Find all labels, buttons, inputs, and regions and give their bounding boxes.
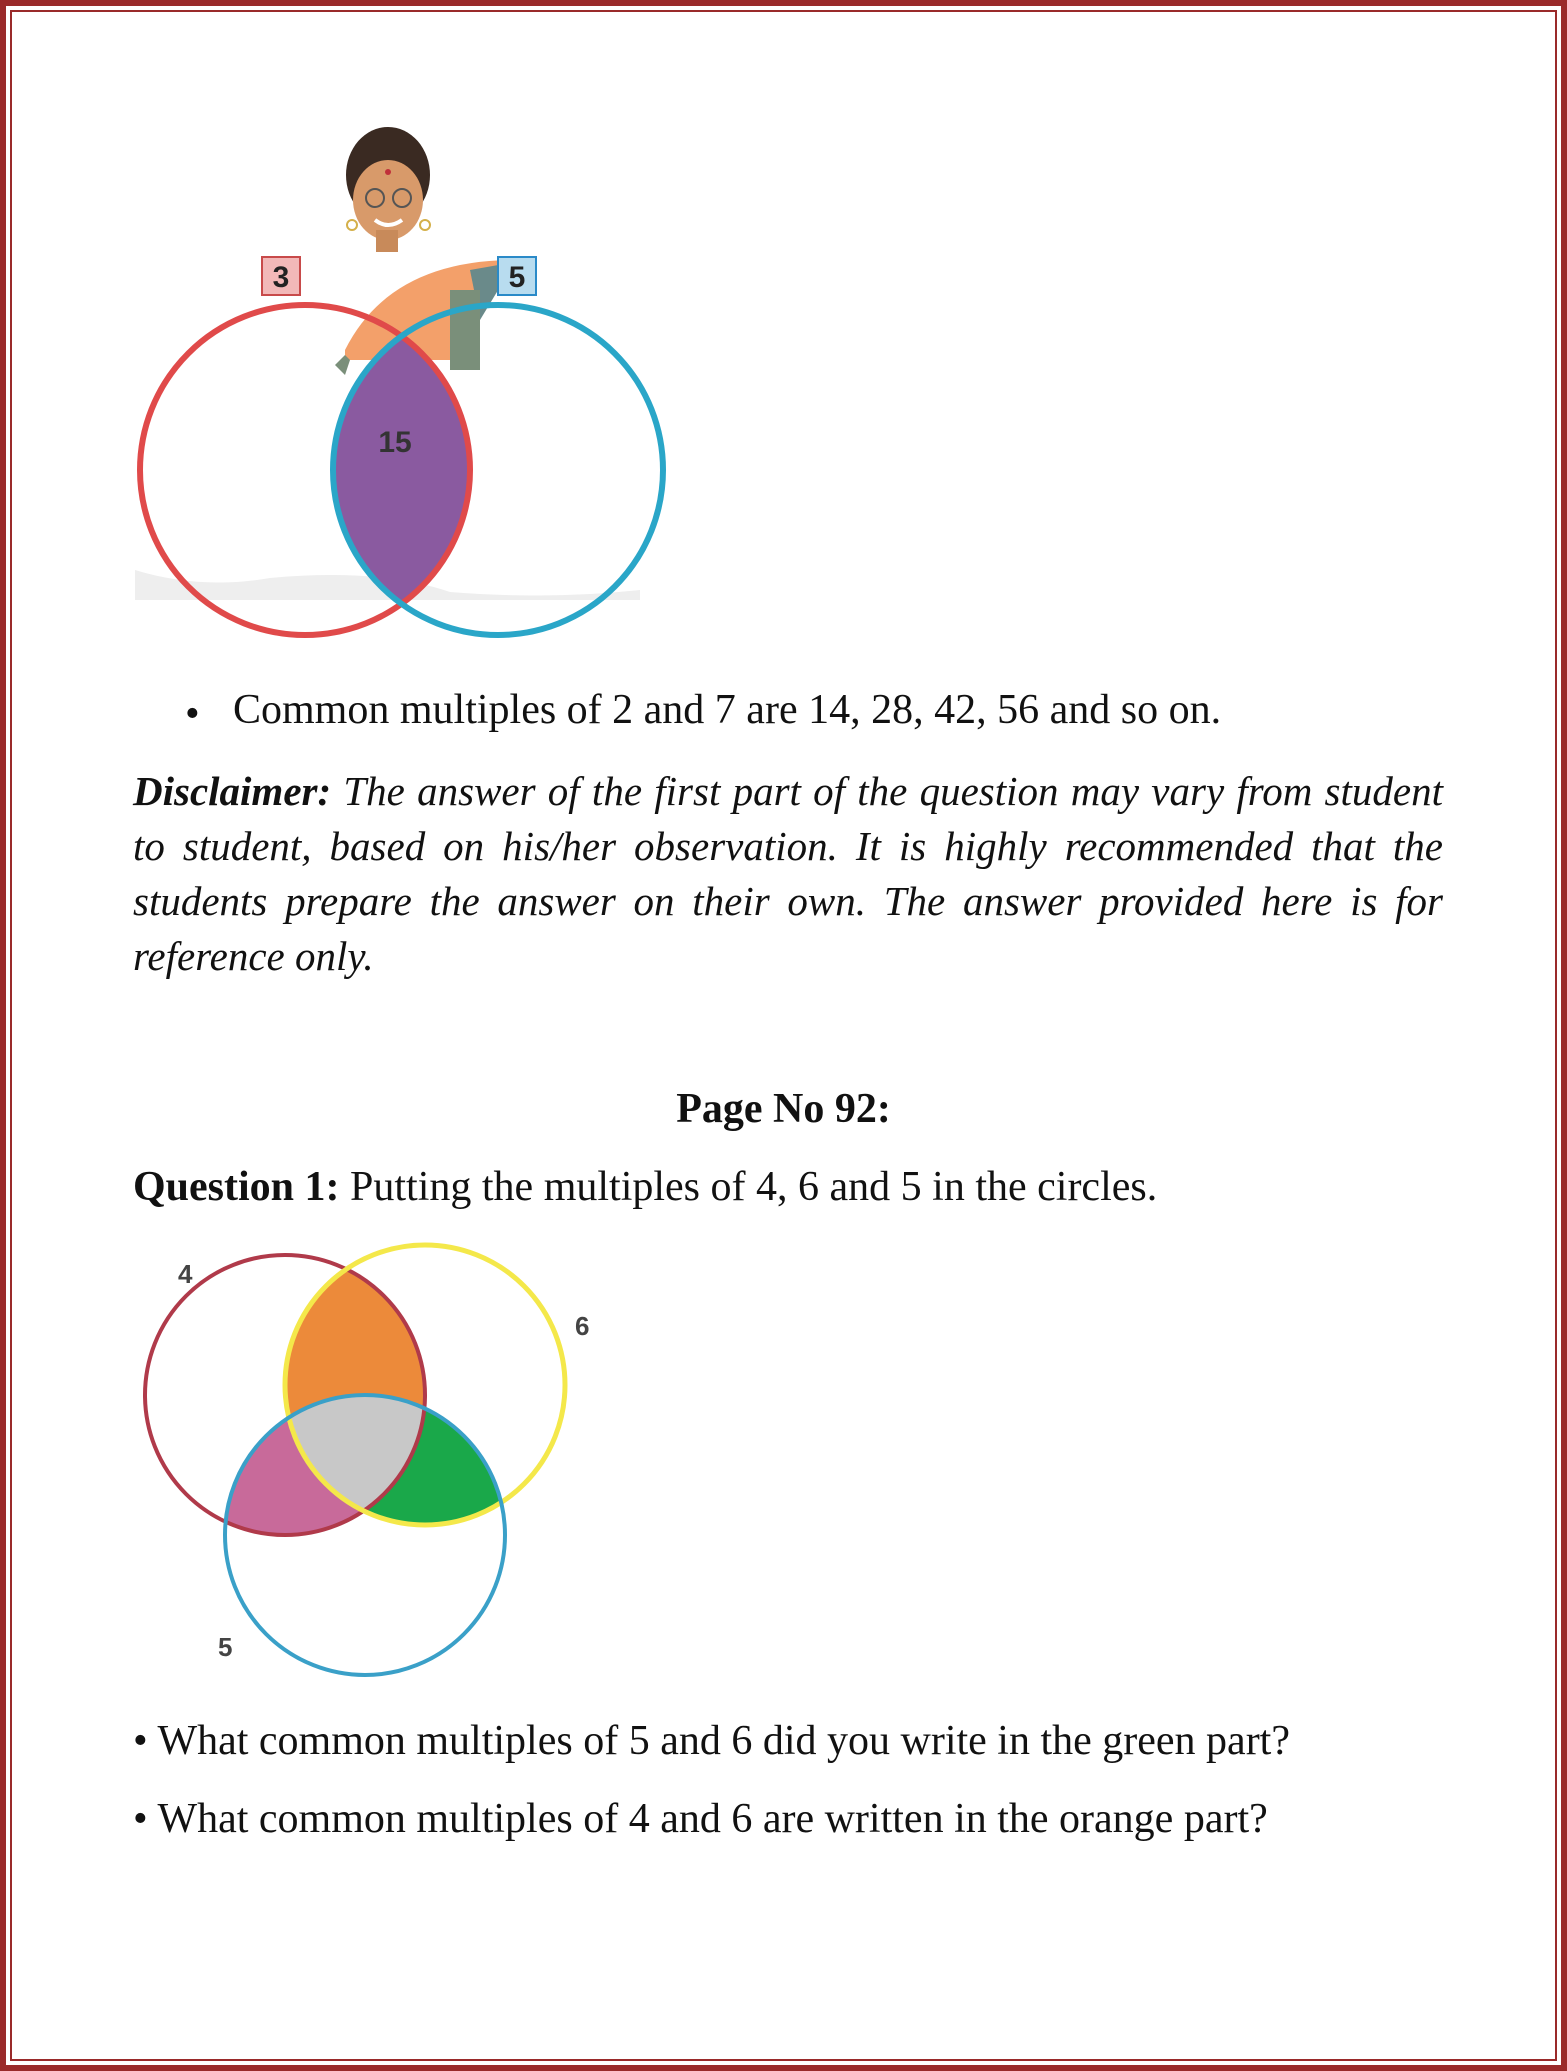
question-text: Putting the multiples of 4, 6 and 5 in the circles. <box>350 1164 1158 1210</box>
label-15: 15 <box>378 426 412 459</box>
label-5: 5 <box>508 261 526 294</box>
venn-3-5-figure <box>120 120 680 650</box>
label-3: 3 <box>272 261 290 294</box>
question-bullet-orange: • What common multiples of 4 and 6 are written in the orange part? <box>133 1796 1268 1842</box>
disclaimer-label: Disclaimer: <box>133 768 332 814</box>
label-4: 4 <box>178 1259 193 1289</box>
question-bullet-green: • What common multiples of 5 and 6 did you write in the green part? <box>133 1718 1290 1764</box>
label-5: 5 <box>218 1632 233 1662</box>
disclaimer-text: The answer of the first part of the question may vary from student to student, based on his/her observation. It is highly recommended that the students prepare the answer on their own. The answer provided here is for reference only. <box>133 768 1443 979</box>
teacher-illustration <box>335 127 515 375</box>
disclaimer-paragraph <box>133 764 1443 984</box>
bullet-dot: • <box>185 691 200 737</box>
venn-4-6-5-figure <box>140 1235 610 1695</box>
common-multiples-2-7-text: Common multiples of 2 and 7 are 14, 28, 42, 56 and so on. <box>233 687 1222 733</box>
question-1 <box>133 1163 1157 1211</box>
question-label: Question 1: <box>133 1164 340 1210</box>
label-6: 6 <box>575 1311 590 1341</box>
page-number-heading: Page No 92: <box>676 1086 891 1132</box>
